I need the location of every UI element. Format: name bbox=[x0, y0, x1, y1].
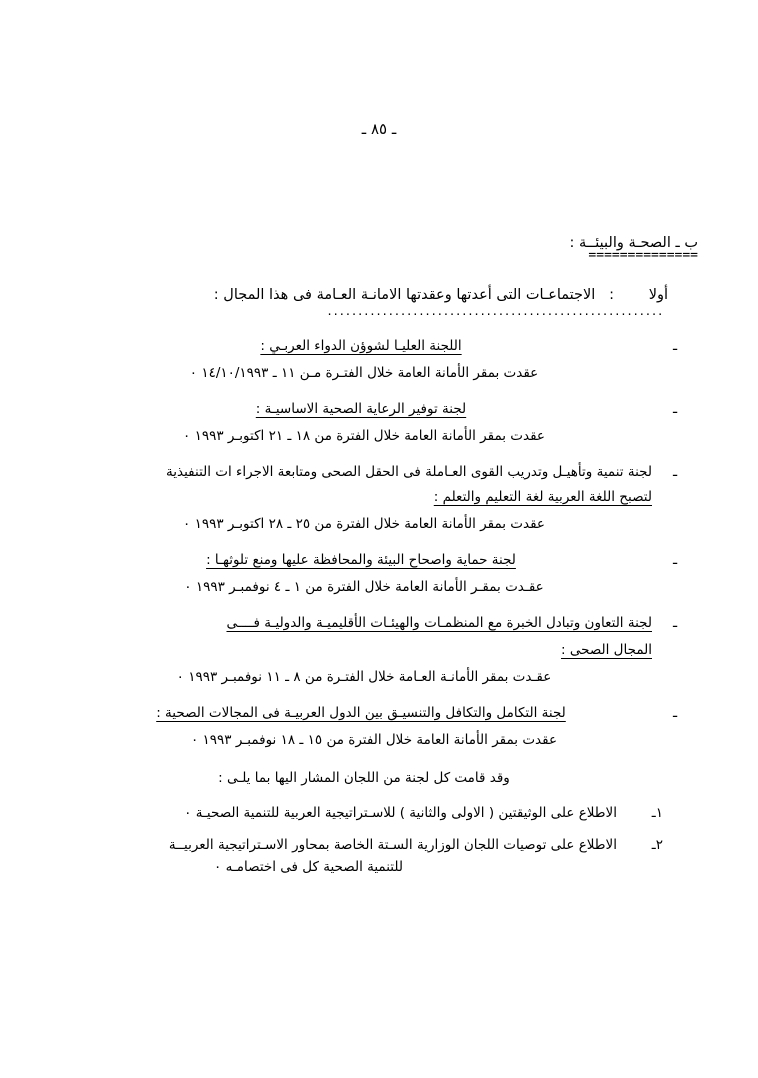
dash-bullet-icon: ـ bbox=[672, 552, 678, 568]
list-item-detail: عقـدت بمقر الأمانـة العـامة خلال الفتـرة من ٨ ـ ١١ نوفمبـر ١٩٩٣ ٠ bbox=[176, 669, 552, 685]
list-item-title: لجنة توفير الرعاية الصحية الاساسيـة : bbox=[255, 401, 467, 417]
list-item-title: لجنة تنمية وتأهيـل وتدريب القوى العـاملة فى الحقل الصحى ومتابعة الاجراء ات التنفيذية bbox=[166, 464, 652, 480]
dash-bullet-icon: ـ bbox=[672, 464, 678, 480]
list-item-detail: عقـدت بمقـر الأمانة العامة خلال الفترة من ١ ـ ٤ نوفمبـر ١٩٩٣ ٠ bbox=[184, 579, 544, 595]
list-item-title-second-line: المجال الصحى : bbox=[561, 642, 652, 658]
list-item-title-second-line: لتصبح اللغة العربية لغة التعليم والتعلم : bbox=[433, 489, 652, 505]
list-item-title: اللجنة العليـا لشوؤن الدواء العربـي : bbox=[260, 338, 462, 354]
list-item-detail: عقدت بمقر الأمانة العامة خلال الفترة من ٢٥ ـ ٢٨ اكتوبـر ١٩٩٣ ٠ bbox=[183, 516, 545, 532]
dash-bullet-icon: ـ bbox=[672, 615, 678, 631]
section-heading-label: ب ـ الصحـة والبيئــة : bbox=[569, 235, 698, 251]
closing-note: وقد قامت كل لجنة من اللجان المشار اليها بما يلـى : bbox=[218, 770, 510, 786]
list-item-detail: عقدت بمقر الأمانة العامة خلال الفتـرة مـن ١١ ـ ١٤/١٠/١٩٩٣ ٠ bbox=[189, 365, 539, 381]
list-item bbox=[0, 703, 758, 748]
numbered-list-item bbox=[60, 834, 663, 878]
list-item bbox=[0, 613, 758, 685]
list-item bbox=[0, 336, 758, 381]
list-item-detail: عقدت بمقر الأمانة العامة خلال الفترة من ١٥ ـ ١٨ نوفمبـر ١٩٩٣ ٠ bbox=[190, 732, 558, 748]
list-item-detail: عقدت بمقر الأمانة العامة خلال الفترة من ١٨ ـ ٢١ اكتوبـر ١٩٩٣ ٠ bbox=[183, 428, 545, 444]
list-item bbox=[0, 462, 758, 532]
dash-bullet-icon: ـ bbox=[672, 705, 678, 721]
first-topic-colon: : bbox=[609, 287, 614, 303]
document-body bbox=[0, 235, 758, 888]
numbered-list-item-text-second-line: للتنمية الصحية كل فى اختصامـه ٠ bbox=[214, 859, 403, 875]
numbered-list-item-text: الاطلاع على توصيات اللجان الوزارية السـتة الخاصة بمحاور الاسـتراتيجية العربيــة bbox=[168, 837, 617, 853]
page-number: ـ ٨٥ ـ bbox=[361, 120, 397, 138]
first-topic-line bbox=[0, 287, 758, 303]
numbered-list-item bbox=[60, 802, 663, 824]
dash-bullet-icon: ـ bbox=[672, 338, 678, 354]
list-item-title: لجنة التكامل والتكافل والتنسيـق بين الدول العربيـة فى المجالات الصحية : bbox=[156, 705, 566, 721]
dash-bullet-icon: ـ bbox=[672, 401, 678, 417]
numbered-list-item-text: الاطلاع على الوثيقتين ( الاولى والثانية ) للاسـتراتيجية العربية للتنمية الصحيـة ٠ bbox=[184, 805, 617, 821]
numbered-list-item-number: ١ـ bbox=[651, 805, 663, 821]
numbered-list-item-number: ٢ـ bbox=[651, 837, 663, 853]
first-topic-text: الاجتماعـات التى أعدتها وعقدتها الامانـة العـامة فى هذا المجال : bbox=[213, 287, 596, 303]
list-item bbox=[0, 399, 758, 444]
list-item-title: لجنة التعاون وتبادل الخبرة مع المنظمـات والهيئـات الأقليميـة والدوليـة فــــى bbox=[226, 615, 652, 631]
section-heading bbox=[0, 235, 758, 261]
list-item-title: لجنة حماية واصحاح البيئة والمحافظة عليها ومنع تلوثهـا : bbox=[206, 552, 516, 568]
first-topic-rule: ....................................................... bbox=[326, 305, 663, 318]
list-item bbox=[0, 550, 758, 595]
numbered-list bbox=[0, 802, 758, 878]
first-topic-label: أولا bbox=[648, 287, 668, 303]
section-heading-underline: ============== bbox=[588, 248, 698, 263]
